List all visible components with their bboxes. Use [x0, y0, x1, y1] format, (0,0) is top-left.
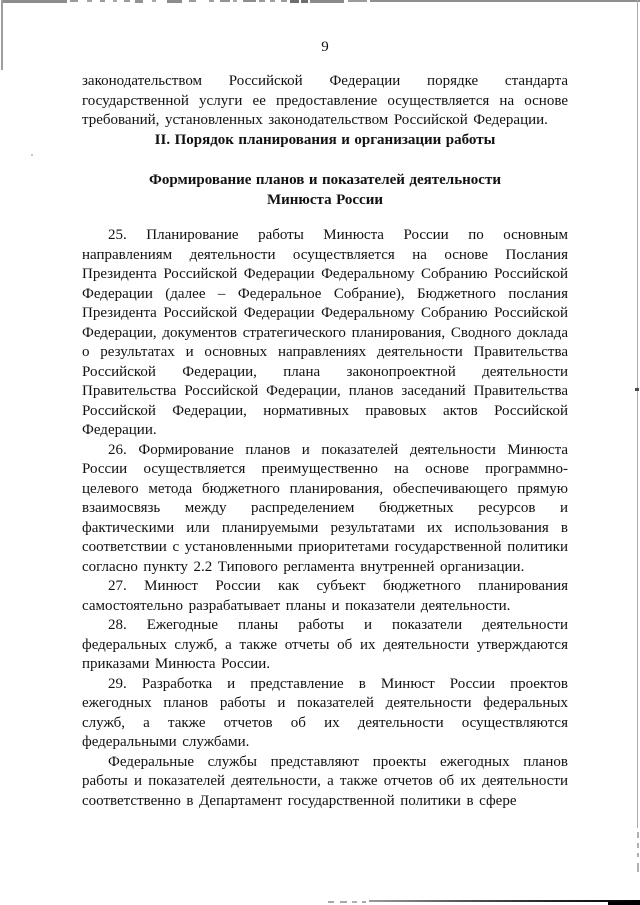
subsection-heading-line-2: Минюста России	[266, 192, 383, 208]
paragraph-26: 26. Формирование планов и показателей деятельности Минюста России осуществляется преимущественно на основе программно-целевого метода бюджетного планирования, обеспечивающего прямую взаимосвязь между распределением бюджетных ресурсов и фактическими или планируемыми результатами их использования в соответствии с установленными приоритетами государственной политики согласно пункту 2.2 Типового регламента внутренней организации.	[82, 441, 568, 575]
paragraph-29: 29. Разработка и представление в Минюст России проектов ежегодных планов работы и показателей деятельности федеральных служб, а также отчетов об их деятельности осуществляются федеральными службами.	[82, 675, 568, 750]
scan-artifact-right-edge	[637, 0, 638, 828]
page-number: 9	[321, 39, 329, 55]
paragraph-intro: законодательством Российской Федерации порядке стандарта государственной услуги ее предоставление осуществляется на основе требований, установленных законодательством Российской Федерации.	[82, 73, 568, 128]
document-body	[82, 72, 568, 811]
scan-artifact-bottom-line	[369, 900, 640, 902]
paragraph-27: 27. Минюст России как субъект бюджетного планирования самостоятельно разрабатывает планы и показатели деятельности.	[82, 578, 568, 614]
scan-artifact-right-tick	[635, 388, 639, 391]
paragraph-28: 28. Ежегодные планы работы и показатели деятельности федеральных служб, а также отчеты об их деятельности утверждаются приказами Минюста России.	[82, 617, 568, 672]
paragraph-continuation: Федеральные службы представляют проекты ежегодных планов работы и показателей деятельности, а также отчетов об их деятельности соответственно в Департамент государственной политики в сфере	[82, 753, 568, 809]
subsection-heading-line-1: Формирование планов и показателей деятельности	[149, 172, 501, 188]
scan-artifact-left-edge	[1, 0, 3, 70]
subsection-heading	[82, 170, 568, 210]
paragraph-25: 25. Планирование работы Минюста России по основным направлениям деятельности осуществляется на основе Послания Президента Российской Федерации Федеральному Собранию Российской Федерации (далее – Федеральное Собрание), Бюджетного послания Президента Российской Федерации Федеральному Собранию Российской Федерации, документов стратегического планирования, Сводного доклада о результатах и основных направлениях деятельности Правительства Российской Федерации, плана законопроектной деятельности Правительства Российской Федерации, планов заседаний Правительства Российской Федерации, нормативных правовых актов Российской Федерации.	[82, 227, 568, 438]
scan-artifact-speck	[31, 154, 33, 156]
section-heading: II. Порядок планирования и организации работы	[154, 131, 496, 148]
